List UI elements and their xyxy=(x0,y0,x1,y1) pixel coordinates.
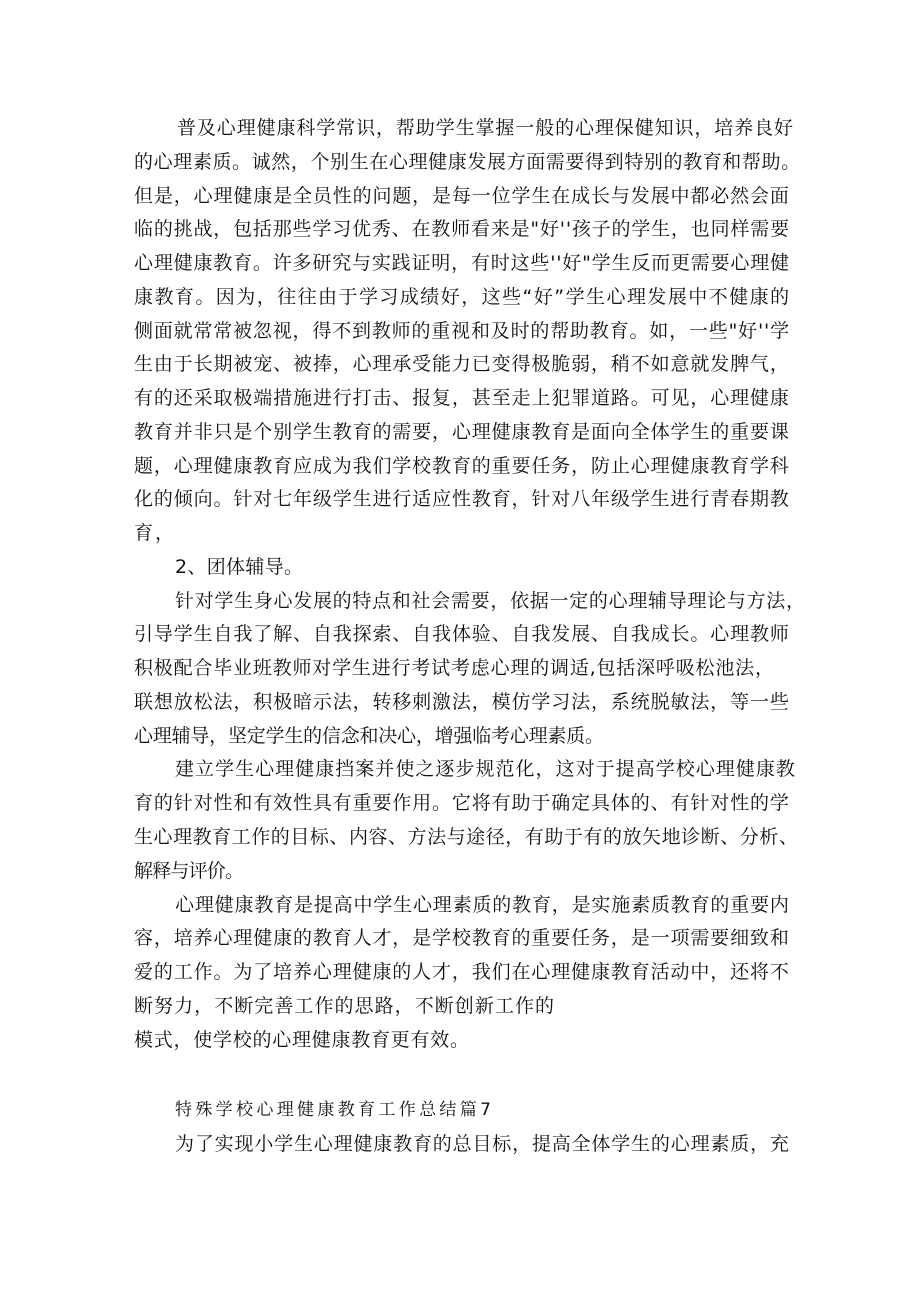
text-line: 积极配合毕业班教师对学生进行考试考虑心理的调适,包括深呼吸松池法， xyxy=(134,657,775,679)
text-line: 心理健康教育。许多研究与实践证明，有时这些''好"学生反而更需要心理健 xyxy=(134,252,790,274)
text-line: 爱的工作。为了培养心理健康的人才，我们在心理健康教育活动中，还将不 xyxy=(134,961,790,983)
text-line: 模式，使学校的心理健康教育更有效。 xyxy=(134,1029,470,1051)
text-line: 联想放松法，积极暗示法，转移刺激法，模仿学习法，系统脱敏法，等一些 xyxy=(134,691,790,713)
text-line: 为了实现小学生心理健康教育的总目标，提高全体学生的心理素质，充 xyxy=(175,1133,790,1155)
text-line: 育， xyxy=(134,522,176,544)
text-line: 生由于长期被宠、被捧，心理承受能力已变得极脆弱，稍不如意就发脾气， xyxy=(134,353,790,375)
text-line: 但是，心理健康是全员性的问题，是每一位学生在成长与发展中都必然会面 xyxy=(134,185,790,207)
text-line: 题，心理健康教育应成为我们学校教育的重要任务，防止心理健康教育学科 xyxy=(134,455,790,477)
text-line: 心理辅导，坚定学生的信念和决心，增强临考心理素质。 xyxy=(134,725,604,747)
text-line: 普及心理健康科学常识，帮助学生掌握一般的心理保健知识，培养良好 xyxy=(177,117,794,139)
text-line: 有的还采取极端措施进行打击、报复，甚至走上犯罪道路。可见，心理健康 xyxy=(134,387,790,409)
text-line: 容，培养心理健康的教育人才，是学校教育的重要任务，是一项需要细致和 xyxy=(134,927,790,949)
section-title: 特殊学校心理健康教育工作总结篇7 xyxy=(175,1100,495,1120)
text-line: 育的针对性和有效性具有重要作用。它将有助于确定具体的、有针对性的学 xyxy=(134,792,790,814)
text-line: 的心理素质。诚然，个别生在心理健康发展方面需要得到特别的教育和帮助。 xyxy=(134,151,801,173)
text-line: 解释与评价。 xyxy=(134,860,244,882)
text-line: 化的倾向。针对七年级学生进行适应性教育，针对八年级学生进行青春期教 xyxy=(134,488,790,510)
text-line: 临的挑战，包括那些学习优秀、在教师看来是"好''孩子的学生，也同样需要 xyxy=(134,218,790,240)
text-line: 康教育。因为，往往由于学习成绩好，这些“好”学生心理发展中不健康的 xyxy=(134,286,791,308)
section-heading: 2、团体辅导。 xyxy=(175,556,304,578)
text-line: 生心理教育工作的目标、内容、方法与途径，有助于有的放矢地诊断、分析、 xyxy=(134,826,799,848)
text-line: 侧面就常常被忽视，得不到教师的重视和及时的帮助教育。如，一些"好''学 xyxy=(134,320,790,342)
text-line: 断努力，不断完善工作的思路，不断创新工作的 xyxy=(134,995,556,1017)
text-line: 针对学生身心发展的特点和社会需要，依据一定的心理辅导理论与方法， xyxy=(175,590,806,612)
text-line: 引导学生自我了解、自我探索、自我体验、自我发展、自我成长。心理教师 xyxy=(134,623,790,645)
text-line: 心理健康教育是提高中学生心理素质的教育，是实施素质教育的重要内 xyxy=(175,894,790,916)
text-line: 建立学生心理健康挡案并使之逐步规范化，这对于提高学校心理健康教 xyxy=(175,758,796,780)
text-line: 教育并非只是个别学生教育的需要，心理健康教育是面向全体学生的重要课 xyxy=(134,421,790,443)
